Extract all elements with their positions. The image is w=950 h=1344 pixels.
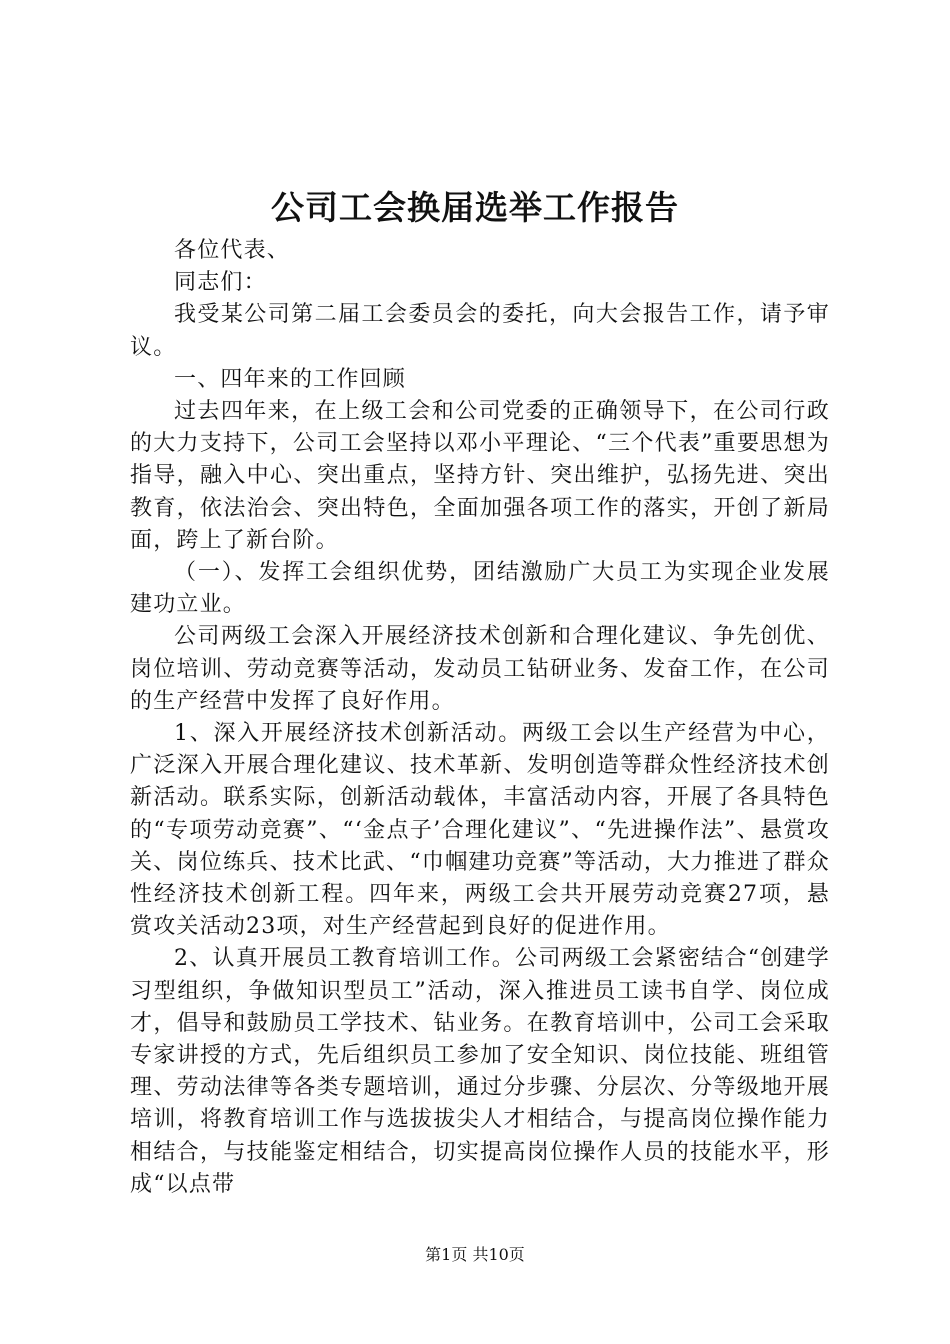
paragraph-intro: 我受某公司第二届工会委员会的委托，向大会报告工作，请予审议。 [130,302,830,360]
salutation-line-2: 同志们： [174,270,267,296]
document-title: 公司工会换届选举工作报告 [271,188,679,227]
paragraph-training: 2、认真开展员工教育培训工作。公司两级工会紧密结合“创建学习型组织，争做知识型员工”活动，深入推进员工读书自学、岗位成才，倡导和鼓励员工学技术、钻业务。在教育培训中，公司工会采取专家讲授的方式，先后组织员工参加了安全知识、岗位技能、班组管理、劳动法律等各类专题培训，通过分步骤、分层次、分等级地开展培训，将教育培训工作与选拔拔尖人才相结合，与提高岗位操作能力相结合，与技能鉴定相结合，切实提高岗位操作人员的技能水平，形成“以点带 [130,946,830,1197]
paragraph-innovation: 1、深入开展经济技术创新活动。两级工会以生产经营为中心，广泛深入开展合理化建议、技术革新、发明创造等群众性经济技术创新活动。联系实际，创新活动载体，丰富活动内容，开展了各具特色的“专项劳动竞赛”、“‘金点子’合理化建议”、“先进操作法”、悬赏攻关、岗位练兵、技术比武、“巾帼建功竞赛”等活动，大力推进了群众性经济技术创新工程。四年来，两级工会共开展劳动竞赛27项，悬赏攻关活动23项，对生产经营起到良好的促进作用。 [130,721,830,940]
document-body [130,235,830,1201]
paragraph-union-activities: 公司两级工会深入开展经济技术创新和合理化建议、争先创优、岗位培训、劳动竞赛等活动，发动员工钻研业务、发奋工作，在公司的生产经营中发挥了良好作用。 [130,624,830,714]
salutation-line-1: 各位代表、 [174,238,291,263]
paragraph-review: 过去四年来，在上级工会和公司党委的正确领导下，在公司行政的大力支持下，公司工会坚持以邓小平理论、“三个代表”重要思想为指导，融入中心、突出重点，坚持方针、突出维护，弘扬先进、突出教育，依法治会、突出特色，全面加强各项工作的落实，开创了新局面，跨上了新台阶。 [130,399,830,553]
section-heading-1: 一、四年来的工作回顾 [174,366,407,392]
subsection-heading-1: （一）、发挥工会组织优势，团结激励广大员工为实现企业发展建功立业。 [130,560,830,618]
page-number: 第1页 共10页 [425,1245,525,1264]
